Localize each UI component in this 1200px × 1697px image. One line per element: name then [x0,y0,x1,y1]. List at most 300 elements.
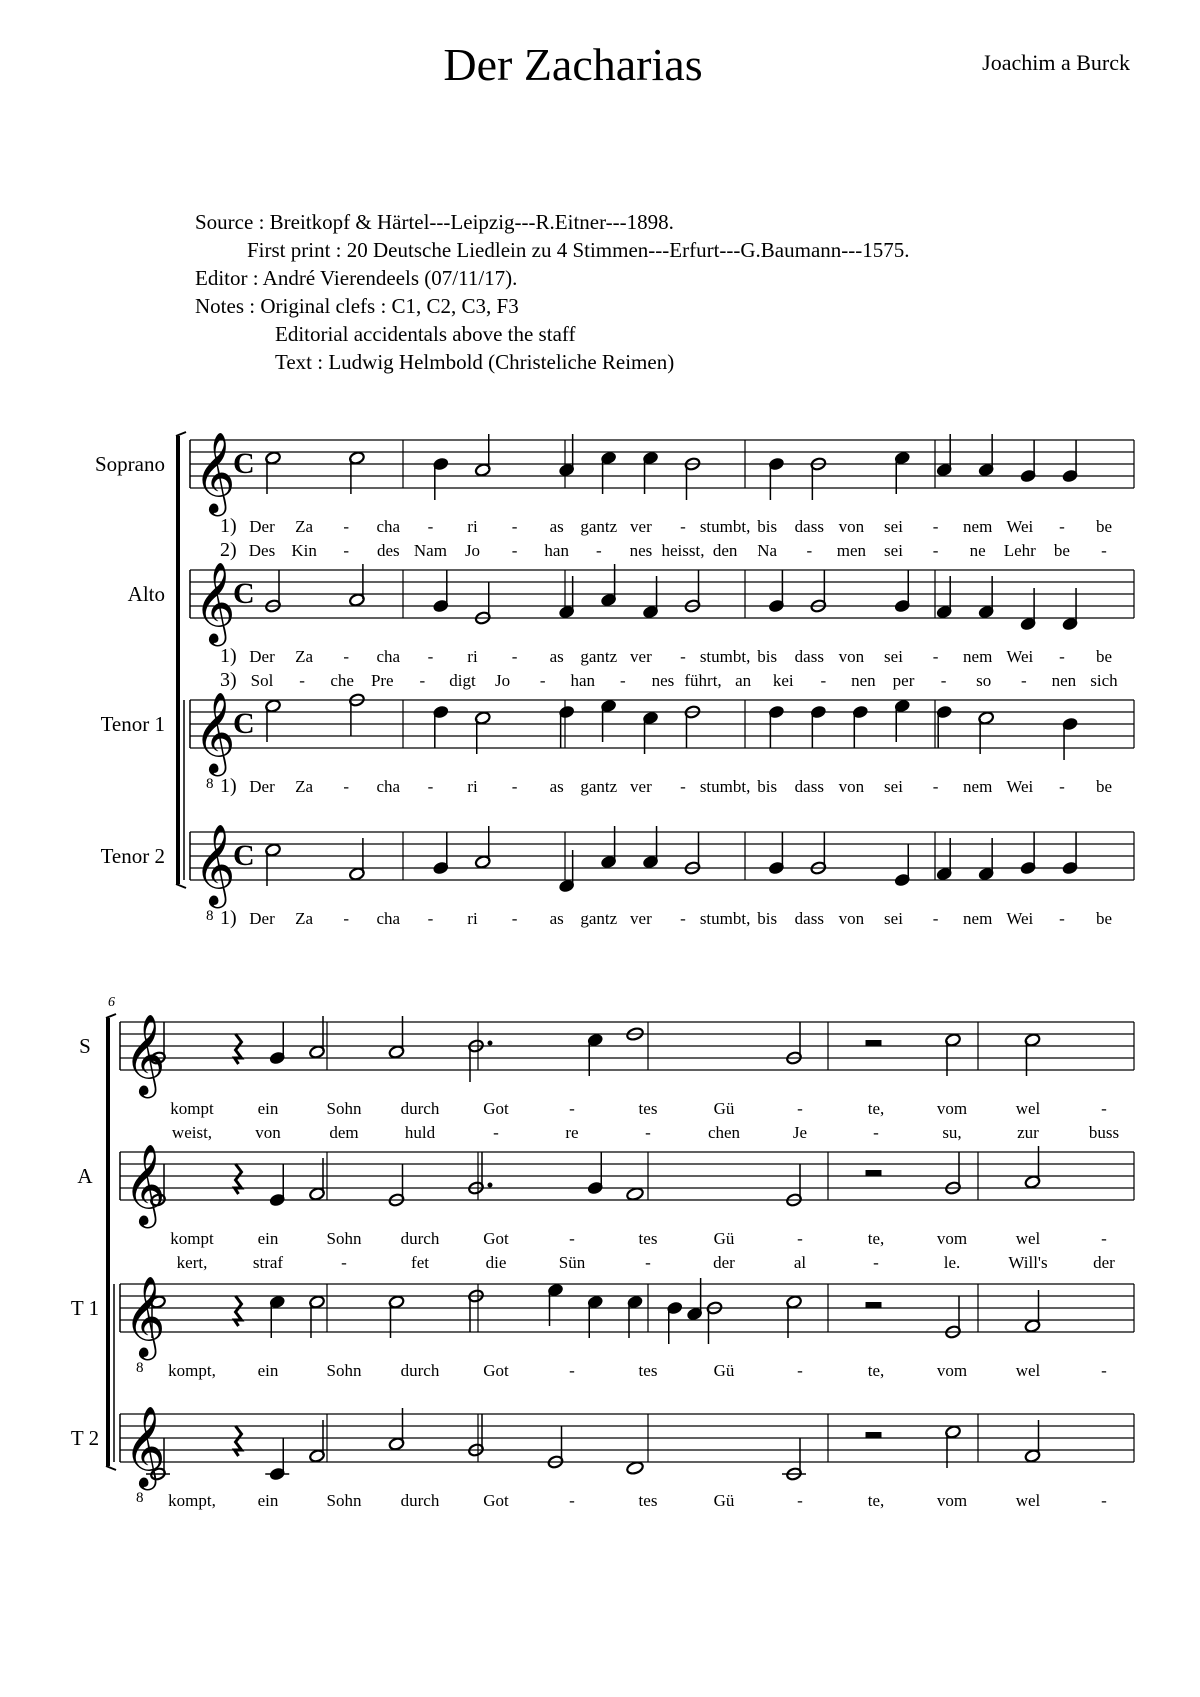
staff-a [120,1152,1134,1200]
lyric-syllable: von [838,517,865,536]
lyric-syllable: nem [963,517,993,536]
lyric-syllable: zur [1017,1123,1039,1142]
lyric-syllable: - [1101,1491,1107,1510]
lyric-syllable: - [1101,1099,1107,1118]
note [894,570,911,613]
verse-number: 1) [220,907,237,929]
lyric-syllable: - [569,1099,575,1118]
lyric-syllable: Kin [291,541,317,560]
lyric-syllable: cha [376,517,401,536]
note [810,705,827,748]
note [587,1152,604,1195]
lyric-syllable: wel [1015,1491,1041,1510]
note [388,1164,405,1207]
note [468,1039,493,1082]
note [1062,832,1079,875]
lyric-syllable: dass [794,777,824,796]
lyric-syllable: - [820,671,827,690]
staff-label: T 1 [70,1296,100,1320]
lyric-syllable: - [343,541,350,560]
lyric-syllable: - [343,517,350,536]
bracket-top-hook [106,1014,116,1018]
lyric-syllable: sei [884,777,903,796]
lyric-syllable: - [680,517,686,536]
lyric-syllable: gantz [580,647,618,666]
lyric-syllable: kompt [170,1229,214,1248]
lyric-syllable: fet [411,1253,429,1272]
treble-clef [124,1275,165,1376]
note [1062,717,1079,760]
note [1020,440,1037,483]
lyric-syllable: sei [884,517,903,536]
note-head [626,1461,644,1476]
lyric-syllable: Za [295,777,314,796]
lyric-syllable: Sohn [326,1099,362,1118]
lyric-syllable: stumbt, [699,647,751,666]
note [349,693,366,736]
lyric-syllable: von [838,909,865,928]
lyric-syllable: stumbt, [699,517,751,536]
lyric-syllable: - [873,1253,879,1272]
lyric-syllable: ein [257,1229,279,1248]
staff-label: Tenor 1 [100,712,165,736]
lyric-syllable: durch [400,1229,440,1248]
lyric-syllable: straf [252,1253,284,1272]
lyric-syllable: wel [1015,1229,1041,1248]
time-signature: C [233,577,255,610]
lyric-syllable: sei [884,541,903,560]
lyric-syllable: be [1095,517,1113,536]
lyric-syllable: gantz [580,517,618,536]
page-title: Der Zacharias [443,39,703,90]
note [768,705,785,748]
lyric-syllable: re [565,1123,579,1142]
editor-line: Editor : André Vierendeels (07/11/17). [195,266,518,290]
lyric-syllable: - [427,647,434,666]
lyric-syllable: buss [1088,1123,1120,1142]
note [626,1461,644,1476]
note [866,1040,882,1046]
lyric-syllable: ri [467,777,478,796]
lyric-syllable: Des [248,541,276,560]
quarter-rest [235,1164,242,1194]
treble-clef-glyph: 𝄞 [194,823,236,905]
lyric-syllable: Gü [713,1229,735,1248]
lyric-syllable: - [595,541,602,560]
time-signature: C [233,447,255,480]
lyric-syllable: - [511,777,518,796]
note [936,705,953,748]
lyric-syllable: Sün [558,1253,586,1272]
half-rest [866,1170,882,1176]
quarter-rest [235,1034,242,1064]
system-bracket [176,436,180,884]
note [782,1438,806,1481]
note [684,570,701,613]
lyric-syllable: tes [638,1491,658,1510]
verse-number: 1) [220,645,237,667]
lyric-syllable: - [1059,517,1065,536]
lyric-syllable: Wei [1006,517,1034,536]
note [810,570,827,613]
lyric-syllable: - [427,909,434,928]
lyric-syllable: Der [249,647,275,666]
lyric-syllable: be [1095,909,1113,928]
lyric-syllable: der [713,1253,735,1272]
lyric-syllable: tes [638,1361,658,1380]
lyric-syllable: von [838,647,865,666]
note [894,844,911,887]
lyric-syllable: Za [295,647,314,666]
verse-number: 1) [220,775,237,797]
lyric-syllable: as [549,777,564,796]
lyric-syllable: dem [329,1123,359,1142]
text-note-line: Text : Ludwig Helmbold (Christeliche Reimen) [275,350,675,374]
lyric-syllable: ver [630,517,652,536]
lyric-syllable: bis [757,517,778,536]
lyric-syllable: wel [1015,1099,1041,1118]
note [433,705,450,748]
lyric-syllable: Lehr [1003,541,1036,560]
lyric-syllable: dass [794,909,824,928]
lyric-syllable: Jo [495,671,511,690]
note [768,570,785,613]
lyric-syllable: Got [483,1361,509,1380]
lyric-syllable: chen [707,1123,741,1142]
note [558,705,575,748]
lyric-syllable: ri [467,909,478,928]
staff-label: Soprano [95,452,165,476]
note [706,1301,723,1344]
lyric-syllable: der [1093,1253,1115,1272]
verse-number: 3) [220,669,237,691]
note [235,1034,242,1064]
note [810,457,827,500]
time-signature: C [233,839,255,872]
lyric-syllable: - [797,1229,803,1248]
lyric-syllable: durch [400,1491,440,1510]
lyric-syllable: Wei [1006,777,1034,796]
lyric-syllable: kompt, [168,1491,216,1510]
lyric-syllable: Pre [370,671,394,690]
verse-number: 1) [220,515,237,537]
treble-clef [124,1143,165,1228]
lyric-syllable: - [797,1491,803,1510]
lyric-syllable: gantz [580,909,618,928]
lyric-syllable: te, [867,1361,885,1380]
lyric-syllable: tes [638,1099,658,1118]
lyric-syllable: - [680,909,686,928]
clefs-note-line: Notes : Original clefs : C1, C2, C3, F3 [195,294,519,318]
note [468,1289,485,1332]
lyric-syllable: Za [295,517,314,536]
lyric-syllable: von [255,1123,281,1142]
lyric-syllable: vom [936,1229,968,1248]
lyric-syllable: - [1101,1361,1107,1380]
note [265,1438,289,1481]
lyric-syllable: han [570,671,596,690]
lyric-syllable: kert, [176,1253,208,1272]
lyric-syllable: cha [376,909,401,928]
half-rest [866,1040,882,1046]
lyric-syllable: Jo [464,541,481,560]
lyric-syllable: Sohn [326,1361,362,1380]
lyric-syllable: durch [400,1361,440,1380]
lyric-syllable: kompt [170,1099,214,1118]
lyric-syllable: die [485,1253,507,1272]
augmentation-dot [488,1041,493,1046]
lyric-syllable: - [419,671,426,690]
lyric-syllable: - [645,1253,651,1272]
treble-clef-glyph: 𝄞 [124,1013,166,1095]
note [684,705,701,748]
note [786,1164,803,1207]
lyric-syllable: Gü [713,1099,735,1118]
lyric-syllable: Gü [713,1491,735,1510]
lyric-syllable: - [932,909,939,928]
lyric-syllable: vom [936,1099,968,1118]
lyric-syllable: Der [249,777,275,796]
lyric-syllable: Der [249,517,275,536]
lyric-syllable: tes [638,1229,658,1248]
note [768,457,785,500]
lyric-syllable: - [797,1099,803,1118]
note [684,832,701,875]
lyric-syllable: - [343,777,350,796]
staff-tenor-1 [190,700,1134,748]
lyric-syllable: ein [257,1361,279,1380]
treble-clef [194,431,235,516]
verse-number: 2) [220,539,237,561]
lyric-syllable: nes [651,671,675,690]
quarter-rest [235,1296,242,1326]
lyric-syllable: cha [376,777,401,796]
treble-clef-glyph: 𝄞 [124,1143,166,1225]
note [235,1164,242,1194]
lyric-syllable: ri [467,647,478,666]
lyric-syllable: bis [757,777,778,796]
lyric-syllable: ver [630,777,652,796]
lyric-syllable: al [793,1253,807,1272]
lyric-syllable: - [1101,1229,1107,1248]
note [265,570,282,613]
lyric-syllable: as [549,517,564,536]
lyric-syllable: per [892,671,915,690]
note [468,1152,493,1195]
quarter-rest [235,1426,242,1456]
lyric-syllable: as [549,647,564,666]
note [433,832,450,875]
note [547,1426,564,1469]
measure-number: 6 [108,995,115,1010]
lyric-syllable: - [1059,909,1065,928]
note [474,582,491,625]
note [852,705,869,748]
lyric-syllable: vom [936,1491,968,1510]
note [1020,832,1037,875]
lyric-syllable: - [1059,647,1065,666]
lyric-syllable: - [343,909,350,928]
lyric-syllable: be [1095,777,1113,796]
lyric-syllable: des [376,541,400,560]
lyric-syllable: - [1059,777,1065,796]
staff-label: T 2 [70,1426,100,1450]
lyric-syllable: nem [963,647,993,666]
lyric-syllable: dass [794,517,824,536]
treble-clef-glyph: 𝄞 [124,1405,166,1487]
lyric-syllable: Der [249,909,275,928]
staff-t-1 [120,1284,1134,1332]
treble-clef-glyph: 𝄞 [194,431,236,513]
lyric-syllable: heisst, [661,541,705,560]
lyric-syllable: Sol [250,671,274,690]
lyric-syllable: Za [295,909,314,928]
note [945,1152,962,1195]
first-print-line: First print : 20 Deutsche Liedlein zu 4 Stimmen---Erfurt---G.Baumann---1575. [247,238,910,262]
note [235,1426,242,1456]
lyric-syllable: Got [483,1099,509,1118]
lyric-syllable: stumbt, [699,777,751,796]
lyric-syllable: bis [757,909,778,928]
lyric-syllable: kei [772,671,794,690]
note-head [626,1187,644,1202]
lyric-syllable: Will's [1008,1253,1048,1272]
lyric-syllable: - [940,671,947,690]
lyric-syllable: ne [969,541,986,560]
note [468,1414,485,1457]
lyric-syllable: weist, [171,1123,213,1142]
lyric-syllable: ein [257,1491,279,1510]
lyric-syllable: kompt, [168,1361,216,1380]
lyric-syllable: le. [943,1253,961,1272]
treble-clef [124,1405,165,1506]
note [235,1296,242,1326]
lyric-syllable: - [569,1229,575,1248]
lyric-syllable: - [797,1361,803,1380]
bracket-top-hook [176,432,186,436]
note [866,1432,882,1438]
lyric-syllable: te, [867,1099,885,1118]
lyric-syllable: Na [757,541,778,560]
lyric-syllable: - [511,909,518,928]
lyric-syllable: durch [400,1099,440,1118]
staff-t-2 [120,1414,1134,1462]
lyric-syllable: an [735,671,752,690]
system-bracket [106,1018,110,1466]
lyric-syllable: huld [404,1123,436,1142]
note [866,1302,882,1308]
augmentation-dot [488,1183,493,1188]
note [666,1301,683,1344]
lyric-syllable: - [645,1123,651,1142]
half-rest [866,1432,882,1438]
lyric-syllable: - [343,647,350,666]
lyric-syllable: gantz [580,777,618,796]
lyric-syllable: Wei [1006,909,1034,928]
lyric-syllable: - [806,541,813,560]
lyric-syllable: Wei [1006,647,1034,666]
octave-mark: 8 [206,776,214,792]
lyric-syllable: so [976,671,992,690]
lyric-syllable: Je [792,1123,808,1142]
lyric-syllable: ver [630,647,652,666]
octave-mark: 8 [136,1490,144,1506]
treble-clef [194,561,235,646]
note [945,1296,962,1339]
half-rest [866,1302,882,1308]
lyric-syllable: - [932,777,939,796]
lyric-syllable: - [299,671,305,690]
lyric-syllable: - [680,647,686,666]
lyric-syllable: sei [884,909,903,928]
lyric-syllable: - [1020,671,1027,690]
accidentals-note-line: Editorial accidentals above the staff [275,322,576,346]
note [269,1164,286,1207]
source-line: Source : Breitkopf & Härtel---Leipzig---R.Eitner---1898. [195,210,674,234]
bracket-bottom-hook [106,1466,116,1470]
octave-mark: 8 [206,908,214,924]
lyric-syllable: Nam [413,541,447,560]
lyric-syllable: wel [1015,1361,1041,1380]
note [684,457,701,500]
treble-clef [124,1013,165,1098]
lyric-syllable: nen [851,671,876,690]
lyric-syllable: den [712,541,738,560]
lyric-syllable: han [544,541,569,560]
time-signature: C [233,707,255,740]
lyric-syllable: cha [376,647,401,666]
lyric-syllable: vom [936,1361,968,1380]
lyric-syllable: nem [963,909,993,928]
lyric-syllable: - [932,541,939,560]
bracket-bottom-hook [176,884,186,888]
note [433,457,450,500]
note [810,832,827,875]
lyric-syllable: bis [757,647,778,666]
note [1062,440,1079,483]
lyric-syllable: nem [963,777,993,796]
staff-label: S [79,1034,91,1058]
lyric-syllable: sei [884,647,903,666]
lyric-syllable: ri [467,517,478,536]
lyric-syllable: digt [449,671,476,690]
lyric-syllable: ver [630,909,652,928]
lyric-syllable: Gü [713,1361,735,1380]
lyric-syllable: men [836,541,867,560]
lyric-syllable: - [680,777,686,796]
lyric-syllable: - [427,517,434,536]
note [626,1187,644,1202]
note [786,1022,803,1065]
lyric-syllable: te, [867,1491,885,1510]
lyric-syllable: - [511,647,518,666]
lyric-syllable: - [493,1123,499,1142]
lyric-syllable: Sohn [326,1229,362,1248]
lyric-syllable: - [1101,541,1107,560]
lyric-syllable: dass [794,647,824,666]
lyric-syllable: che [330,671,354,690]
note [433,570,450,613]
lyric-syllable: be [1095,647,1113,666]
lyric-syllable: von [838,777,865,796]
staff-label: Tenor 2 [100,844,165,868]
lyric-syllable: as [549,909,564,928]
lyric-syllable: te, [867,1229,885,1248]
lyric-syllable: - [341,1253,347,1272]
lyric-syllable: - [427,777,434,796]
composer-name: Joachim a Burck [982,50,1130,75]
treble-clef-glyph: 𝄞 [194,691,236,773]
